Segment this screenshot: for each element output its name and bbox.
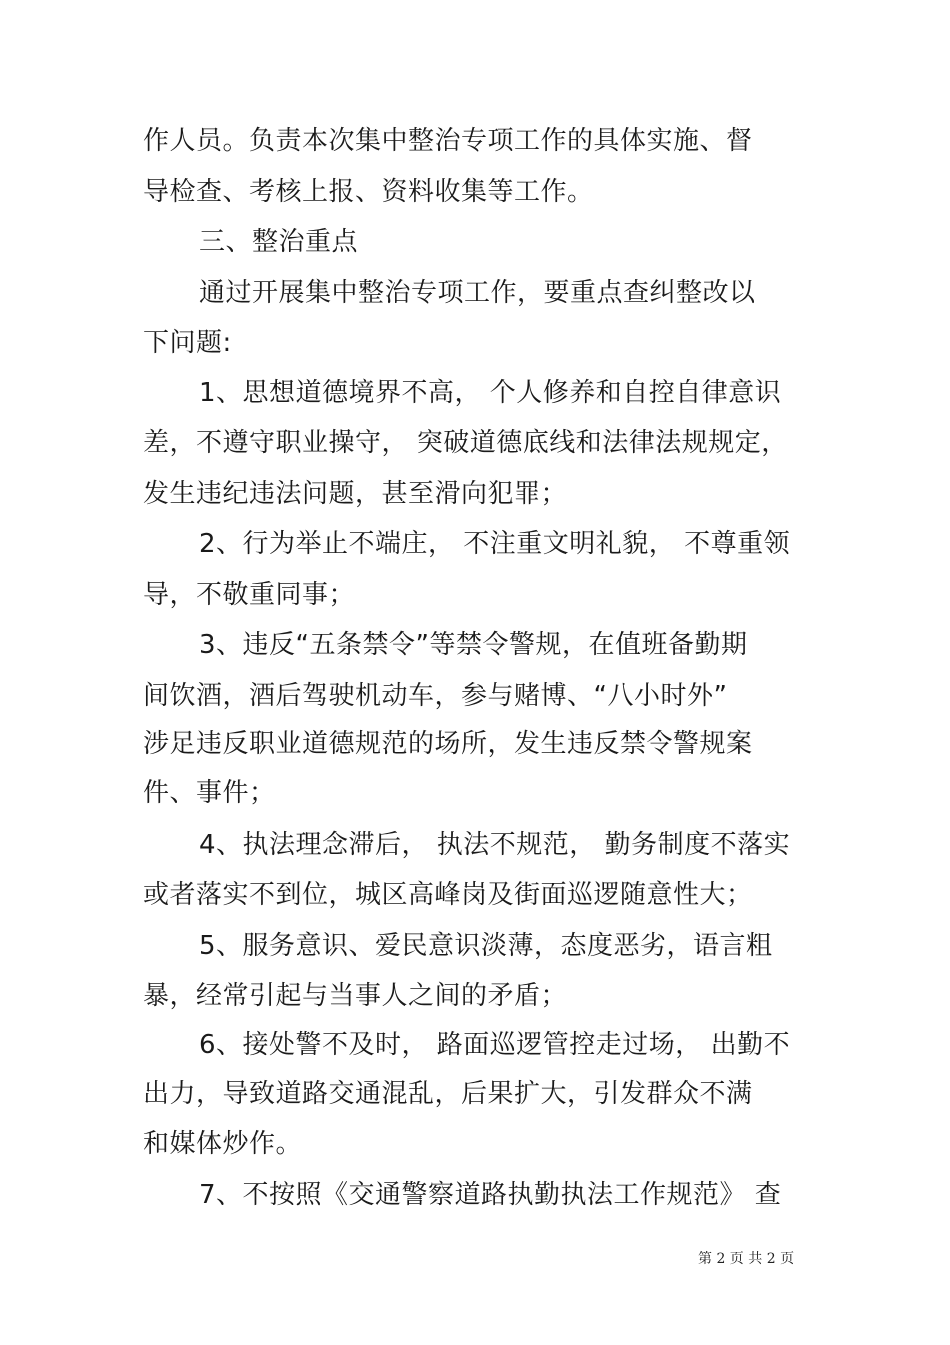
list-item-1-line-1: 1、思想道德境界不高， 个人修养和自控自律意识: [199, 378, 782, 408]
list-item-6-line-1: 6、接处警不及时， 路面巡逻管控走过场， 出勤不: [199, 1030, 791, 1060]
list-item-1-line-2: 差，不遵守职业操守， 突破道德底线和法律法规规定，: [143, 428, 788, 458]
list-item-3-line-2: 间饮酒，酒后驾驶机动车，参与赌博、“八小时外”: [143, 681, 728, 711]
section-heading: 三、整治重点: [199, 227, 359, 257]
list-item-3-line-4: 件、事件；: [143, 778, 276, 808]
text-line-4: 通过开展集中整治专项工作，要重点查纠整改以: [199, 278, 756, 308]
list-item-2-line-2: 导，不敬重同事；: [143, 580, 356, 610]
list-item-4-line-2: 或者落实不到位，城区高峰岗及街面巡逻随意性大；: [143, 880, 753, 910]
page-footer: 第 2 页 共 2 页: [698, 1251, 795, 1267]
list-item-2-line-1: 2、行为举止不端庄， 不注重文明礼貌， 不尊重领: [199, 529, 791, 559]
list-item-5-line-1: 5、服务意识、爱民意识淡薄，态度恶劣，语言粗: [199, 931, 773, 961]
list-item-4-line-1: 4、执法理念滞后， 执法不规范， 勤务制度不落实: [199, 830, 791, 860]
list-item-1-line-3: 发生违纪违法问题，甚至滑向犯罪；: [143, 479, 568, 509]
list-item-6-line-2: 出力，导致道路交通混乱，后果扩大，引发群众不满: [143, 1079, 753, 1109]
list-item-3-line-3: 涉足违反职业道德规范的场所，发生违反禁令警规案: [143, 729, 753, 759]
text-line-1: 作人员。负责本次集中整治专项工作的具体实施、督: [143, 126, 753, 156]
list-item-5-line-2: 暴，经常引起与当事人之间的矛盾；: [143, 981, 568, 1011]
list-item-6-line-3: 和媒体炒作。: [143, 1129, 303, 1159]
list-item-7-line-1: 7、不按照《交通警察道路执勤执法工作规范》 查: [199, 1180, 782, 1210]
list-item-3-line-1: 3、违反“五条禁令”等禁令警规，在值班备勤期: [199, 630, 748, 660]
text-line-5: 下问题:: [143, 328, 232, 358]
text-line-2: 导检查、考核上报、资料收集等工作。: [143, 177, 594, 207]
